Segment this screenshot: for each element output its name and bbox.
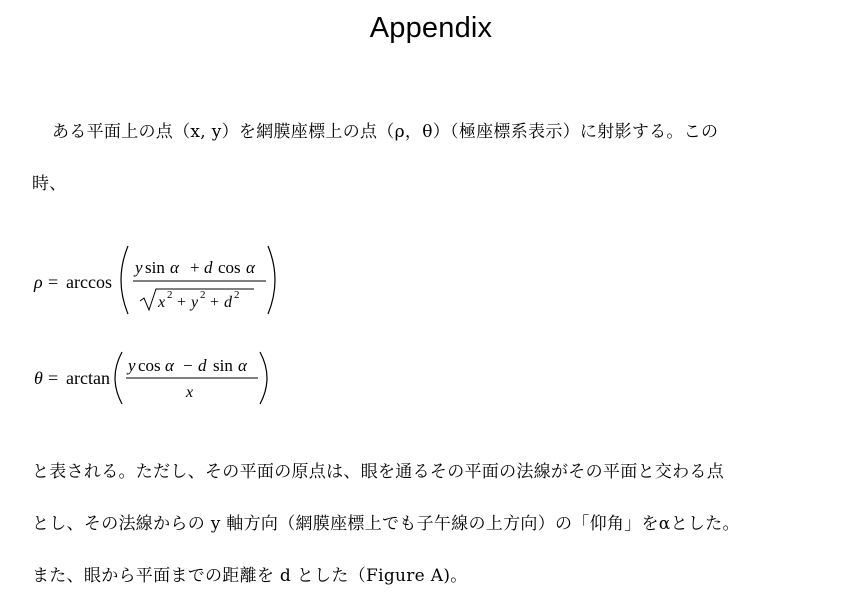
num-cos: cos	[138, 356, 161, 375]
num-d: d	[204, 258, 213, 277]
num-y: y	[135, 258, 143, 277]
den-x: x	[158, 294, 166, 311]
den-exp-1: 2	[167, 289, 173, 301]
num-plus: +	[190, 258, 200, 277]
arccos-function: arccos	[66, 272, 112, 292]
equals-sign: =	[48, 272, 59, 292]
num-minus: −	[183, 356, 193, 375]
theta-symbol: θ	[34, 368, 43, 388]
equation-theta-svg	[32, 350, 292, 406]
equation-rho-svg	[32, 244, 292, 316]
den-exp-2: 2	[200, 289, 206, 301]
paragraph-explanation	[32, 446, 832, 602]
paragraph-explanation-line-3: また、眼から平面までの距離を d とした（Figure A)。	[32, 566, 468, 586]
den-y: y	[191, 294, 199, 311]
den-d: d	[224, 294, 232, 311]
paragraph-explanation-line-1: と表される。ただし、その平面の原点は、眼を通るその平面の法線がその平面と交わる点	[32, 462, 724, 482]
page-title: Appendix	[369, 12, 493, 44]
left-paren	[115, 352, 122, 404]
den-plus-2: +	[210, 294, 220, 311]
den-x: x	[186, 384, 194, 401]
equation-theta	[32, 350, 292, 410]
num-cos: cos	[218, 258, 241, 277]
num-d: d	[198, 356, 207, 375]
paragraph-intro-line-2: 時、	[32, 174, 67, 194]
den-exp-3: 2	[234, 289, 240, 301]
right-paren	[260, 352, 267, 404]
equals-sign: =	[48, 368, 59, 388]
num-alpha: α	[165, 356, 174, 375]
num-y: y	[128, 356, 136, 375]
paragraph-intro	[32, 106, 832, 210]
num-alpha-2: α	[238, 356, 247, 375]
num-sin: sin	[213, 356, 233, 375]
rho-symbol: ρ	[34, 272, 43, 292]
num-sin: sin	[145, 258, 165, 277]
right-paren	[268, 246, 275, 314]
equation-rho	[32, 244, 292, 320]
num-alpha-2: α	[246, 258, 255, 277]
den-plus-1: +	[177, 294, 187, 311]
paragraph-intro-line-1: ある平面上の点（x, y）を網膜座標上の点（ρ，θ）（極座標系表示）に射影する。この	[52, 122, 719, 142]
num-alpha: α	[170, 258, 179, 277]
left-paren	[121, 246, 128, 314]
paragraph-explanation-line-2: とし、その法線からの y 軸方向（網膜座標上でも子午線の上方向）の「仰角」をαとした。	[32, 514, 740, 534]
arctan-function: arctan	[66, 368, 110, 388]
